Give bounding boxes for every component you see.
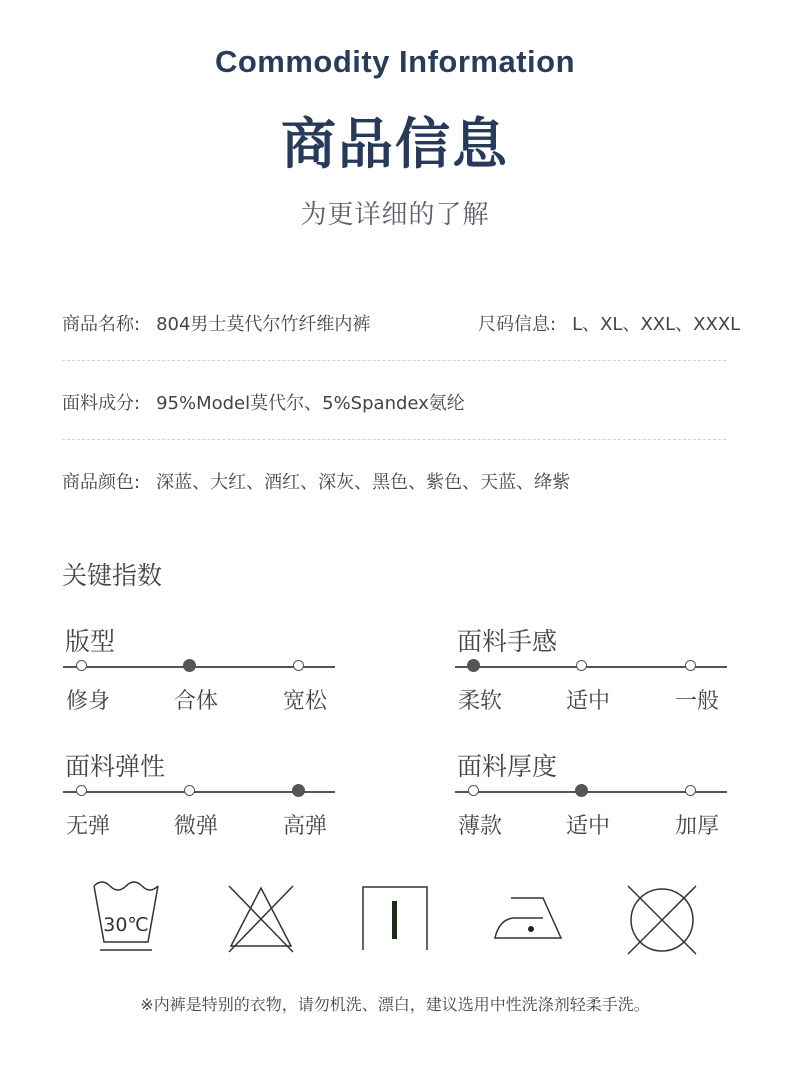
wash-temp-label: 30℃ xyxy=(103,914,149,936)
english-title: Commodity Information xyxy=(214,44,576,79)
metric-option: 薄款 xyxy=(457,814,502,839)
metric-option: 微弹 xyxy=(173,814,218,839)
line-dry-icon xyxy=(361,880,429,950)
size-label: 尺码信息: xyxy=(478,314,557,335)
iron-low-icon xyxy=(493,880,565,950)
color-value: 深蓝、大红、酒红、深灰、黑色、紫色、天蓝、绛紫 xyxy=(156,472,571,493)
metric-option: 加厚 xyxy=(674,814,719,839)
metric-name: 版型 xyxy=(65,627,116,656)
metric-option: 无弹 xyxy=(65,814,110,839)
metric-option: 高弹 xyxy=(282,814,327,839)
metric-dot xyxy=(468,785,479,796)
color-row xyxy=(62,468,570,494)
metric-dot-selected xyxy=(467,659,480,672)
metric-dot-selected xyxy=(183,659,196,672)
size-info-row xyxy=(478,310,740,336)
fabric-value: 95%Model莫代尔、5%Spandex氨纶 xyxy=(156,393,465,414)
size-value: L、XL、XXL、XXXL xyxy=(572,314,741,335)
divider xyxy=(62,439,726,440)
color-label: 商品颜色: xyxy=(62,472,141,493)
divider xyxy=(62,360,726,361)
metric-option: 宽松 xyxy=(282,689,327,714)
metric-option: 一般 xyxy=(674,689,719,714)
product-name-row xyxy=(62,310,370,336)
metric-dot xyxy=(576,660,587,671)
metric-dot-selected xyxy=(575,784,588,797)
metric-dot xyxy=(685,660,696,671)
key-index-title: 关键指数 xyxy=(62,561,163,590)
metric-name: 面料手感 xyxy=(457,627,558,656)
metric-option: 合体 xyxy=(173,689,218,714)
metric-dot xyxy=(184,785,195,796)
fabric-row xyxy=(62,389,465,415)
metric-name: 面料弹性 xyxy=(65,752,166,781)
care-note: ※内裤是特别的衣物，请勿机洗、漂白，建议选用中性洗涤剂轻柔手洗。 xyxy=(140,995,650,1014)
metric-option: 适中 xyxy=(565,689,610,714)
chinese-title: 商品信息 xyxy=(280,112,509,176)
hand-wash-30-icon xyxy=(90,880,162,954)
metric-dot xyxy=(685,785,696,796)
product-name-value: 804男士莫代尔竹纤维内裤 xyxy=(156,314,371,335)
fabric-label: 面料成分: xyxy=(62,393,141,414)
do-not-bleach-icon xyxy=(225,880,297,956)
metric-dot-selected xyxy=(292,784,305,797)
do-not-dry-clean-icon xyxy=(626,880,698,956)
subtitle: 为更详细的了解 xyxy=(300,200,490,230)
metric-option: 适中 xyxy=(565,814,610,839)
product-name-label: 商品名称: xyxy=(62,314,141,335)
metric-name: 面料厚度 xyxy=(457,752,558,781)
metric-option: 修身 xyxy=(65,689,110,714)
metric-dot xyxy=(76,660,87,671)
metric-dot xyxy=(293,660,304,671)
metric-dot xyxy=(76,785,87,796)
metric-option: 柔软 xyxy=(457,689,502,714)
